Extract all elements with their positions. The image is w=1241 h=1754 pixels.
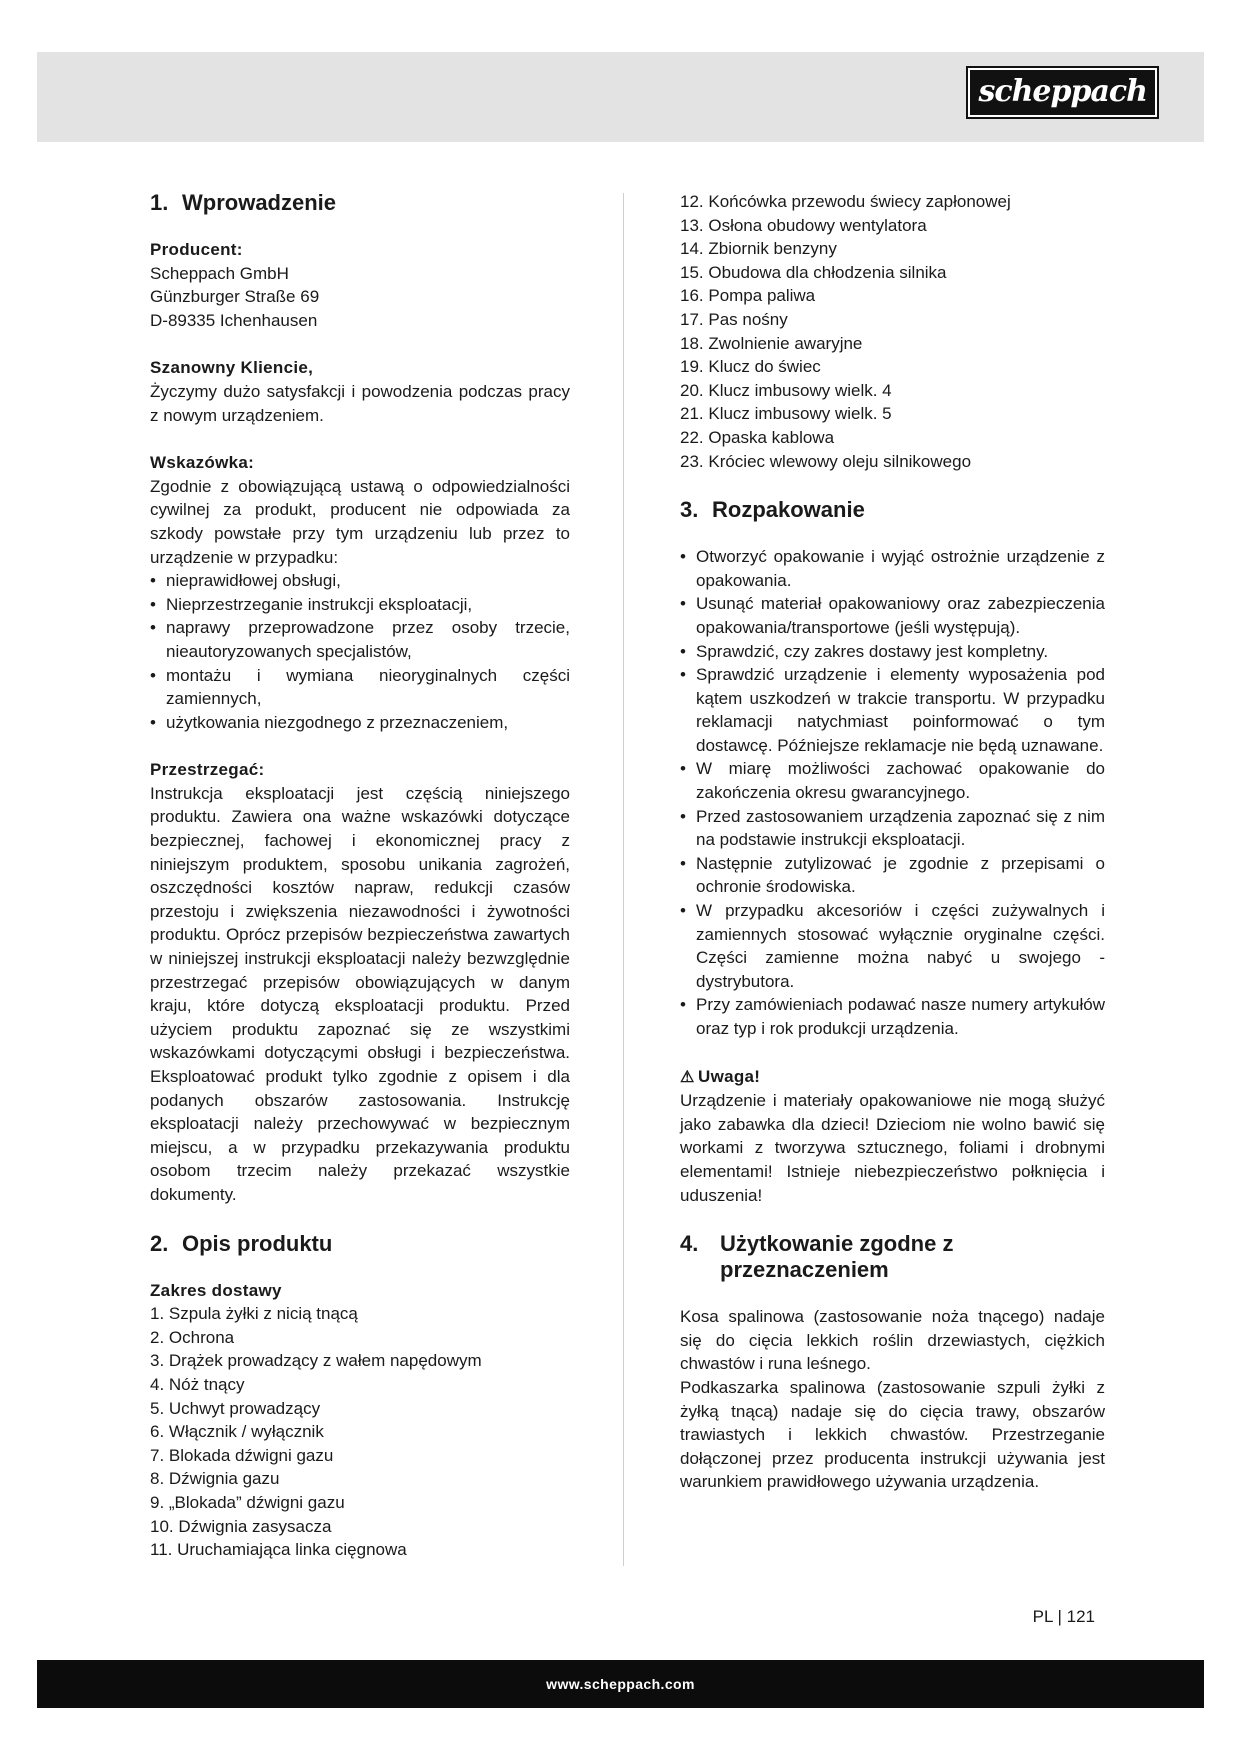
footer-bar xyxy=(37,1660,1204,1708)
warning-heading: ⚠ Uwaga! xyxy=(680,1065,1105,1090)
scope-heading: Zakres dostawy xyxy=(150,1280,282,1300)
observe-text: Instrukcja eksploatacji jest częścią niniejszego produktu. Zawiera ona ważne wskazówki dotyczące bezpiecznej, fachowej i ekonomicznej pracy z niniejszym produktem, sposobu unikania zagrożeń, oszczędności kosztów napraw, redukcji czasów przestoju i zwiększenia niezawodności i żywotności produktu. Oprócz przepisów bezpieczeństwa zawartych w niniejszej instrukcji eksploatacji należy bezwzględnie przestrzegać przepisów obowiązujących w danym kraju, które dotyczą eksploatacji produktu. Przed użyciem produktu zapoznać się ze wszystkimi wskazówkami dotyczącymi obsługi i bezpieczeństwa. Eksploatować produkt tylko zgodnie z opisem i dla podanych obszarów zastosowania. Instrukcję eksploatacji należy przechowywać w bezpiecznym miejscu, a w przypadku przekazywania produktu osobom trzecim należy przekazać wszystkie dokumenty. xyxy=(150,783,570,1204)
list-item: • Przed zastosowaniem urządzenia zapoznać się z nim na podstawie instrukcji eksploatacji. xyxy=(680,805,1105,852)
section-2-title: 2. Opis produktu xyxy=(150,1230,333,1256)
list-item: • montażu i wymiana nieoryginalnych części zamiennych, xyxy=(150,664,570,711)
customer-heading: Szanowny Kliencie, xyxy=(150,358,314,378)
list-item: • Nieprzestrzeganie instrukcji eksploatacji, xyxy=(150,593,570,617)
list-item: 17. Pas nośny xyxy=(680,309,788,329)
producer-address: Scheppach GmbH Günzburger Straße 69 D-89335 Ichenhausen xyxy=(150,263,320,330)
list-item: • Usunąć materiał opakowaniowy oraz zabezpieczenia opakowania/transportowe (jeśli występują). xyxy=(680,592,1105,639)
list-item: 20. Klucz imbusowy wielk. 4 xyxy=(680,380,892,400)
scheppach-logo: scheppach xyxy=(968,68,1157,117)
column-divider xyxy=(623,193,624,1566)
list-item: 7. Blokada dźwigni gazu xyxy=(150,1445,334,1465)
list-item: • naprawy przeprowadzone przez osoby trzecie, nieautoryzowanych specjalistów, xyxy=(150,616,570,663)
list-item: 14. Zbiornik benzyny xyxy=(680,239,837,259)
list-item: • Następnie zutylizować je zgodnie z przepisami o ochronie środowiska. xyxy=(680,852,1105,899)
section-3-title: 3. Rozpakowanie xyxy=(680,497,865,523)
warning-triangle-icon: ⚠ xyxy=(680,1068,695,1086)
list-item: • nieprawidłowej obsługi, xyxy=(150,569,570,593)
scope-list-continued xyxy=(680,190,1105,473)
list-item: 11. Uruchamiająca linka cięgnowa xyxy=(150,1540,407,1560)
list-item: 13. Osłona obudowy wentylatora xyxy=(680,215,927,235)
note-heading: Wskazówka: xyxy=(150,453,255,473)
intended-use-text-2: Podkaszarka spalinowa (zastosowanie szpuli żyłki z żyłką tnącą) nadaje się do cięcia trawy, obszarów trawiastych i lekkich chwastów. Przestrzeganie dołączonej przez producenta instrukcji używania jest warunkiem prawidłowego używania urządzenia. xyxy=(680,1377,1105,1492)
list-item: 16. Pompa paliwa xyxy=(680,286,816,306)
list-item: 8. Dźwignia gazu xyxy=(150,1469,280,1489)
list-item: 21. Klucz imbusowy wielk. 5 xyxy=(680,404,892,424)
list-item: 23. Króciec wlewowy oleju silnikowego xyxy=(680,451,972,471)
customer-text: Życzymy dużo satysfakcji i powodzenia podczas pracy z nowym urządzeniem. xyxy=(150,381,570,425)
section-4-title: 4. Użytkowanie zgodne z przeznaczeniem xyxy=(680,1231,954,1283)
list-item: • użytkowania niezgodnego z przeznaczeniem, xyxy=(150,711,570,735)
section-1-title: 1. Wprowadzenie xyxy=(150,190,337,215)
list-item: 6. Włącznik / wyłącznik xyxy=(150,1422,324,1442)
intended-use-text-1: Kosa spalinowa (zastosowanie noża tnącego) nadaje się do cięcia lekkich roślin drzewiastych, ciężkich chwastów i runa leśnego. xyxy=(680,1307,1105,1374)
unpack-list xyxy=(680,545,1105,1040)
list-item: 19. Klucz do świec xyxy=(680,357,821,377)
list-item: 10. Dźwignia zasysacza xyxy=(150,1516,332,1536)
list-item: • Sprawdzić, czy zakres dostawy jest kompletny. xyxy=(680,640,1105,664)
list-item: 5. Uchwyt prowadzący xyxy=(150,1398,321,1418)
list-item: • W przypadku akcesoriów i części zużywalnych i zamiennych stosować wyłącznie oryginalne części. Części zamienne można nabyć u swojego -dystrybutora. xyxy=(680,899,1105,993)
list-item: 3. Drążek prowadzący z wałem napędowym xyxy=(150,1351,482,1371)
header-band xyxy=(37,52,1204,142)
website-link[interactable]: www.scheppach.com xyxy=(546,1676,695,1692)
observe-heading: Przestrzegać: xyxy=(150,760,265,780)
scope-list xyxy=(150,1302,570,1562)
producer-heading: Producent: xyxy=(150,240,243,259)
list-item: • Sprawdzić urządzenie i elementy wyposażenia pod kątem uszkodzeń w trakcie transportu. W przypadku reklamacji natychmiast poinformować o tym dostawcę. Późniejsze reklamacje nie będą uznawane. xyxy=(680,663,1105,757)
warning-text: Urządzenie i materiały opakowaniowe nie mogą służyć jako zabawka dla dzieci! Dzieciom nie wolno bawić się workami z tworzywa sztucznego, foliami i drobnymi elementami! Istnieje niebezpieczeństwo połknięcia i uduszenia! xyxy=(680,1091,1105,1205)
list-item: 15. Obudowa dla chłodzenia silnika xyxy=(680,262,947,282)
left-column xyxy=(150,190,570,1562)
list-item: • Przy zamówieniach podawać nasze numery artykułów oraz typ i rok produkcji urządzenia. xyxy=(680,993,1105,1040)
note-text: Zgodnie z obowiązującą ustawą o odpowiedzialności cywilnej za produkt, producent nie odpowiada za szkody powstałe przy tym urządzeniu lub przez to urządzenie w przypadku: xyxy=(150,476,570,567)
list-item: 9. „Blokada” dźwigni gazu xyxy=(150,1492,345,1512)
page-number: PL | 121 xyxy=(1032,1607,1095,1626)
list-item: 22. Opaska kablowa xyxy=(680,427,835,447)
list-item: 18. Zwolnienie awaryjne xyxy=(680,333,863,353)
right-column xyxy=(680,190,1105,1494)
list-item: 1. Szpula żyłki z nicią tnącą xyxy=(150,1304,358,1324)
list-item: • W miarę możliwości zachować opakowanie do zakończenia okresu gwarancyjnego. xyxy=(680,757,1105,804)
list-item: • Otworzyć opakowanie i wyjąć ostrożnie urządzenie z opakowania. xyxy=(680,545,1105,592)
list-item: 4. Nóż tnący xyxy=(150,1374,245,1394)
note-list xyxy=(150,569,570,734)
list-item: 2. Ochrona xyxy=(150,1327,235,1347)
list-item: 12. Końcówka przewodu świecy zapłonowej xyxy=(680,192,1011,211)
